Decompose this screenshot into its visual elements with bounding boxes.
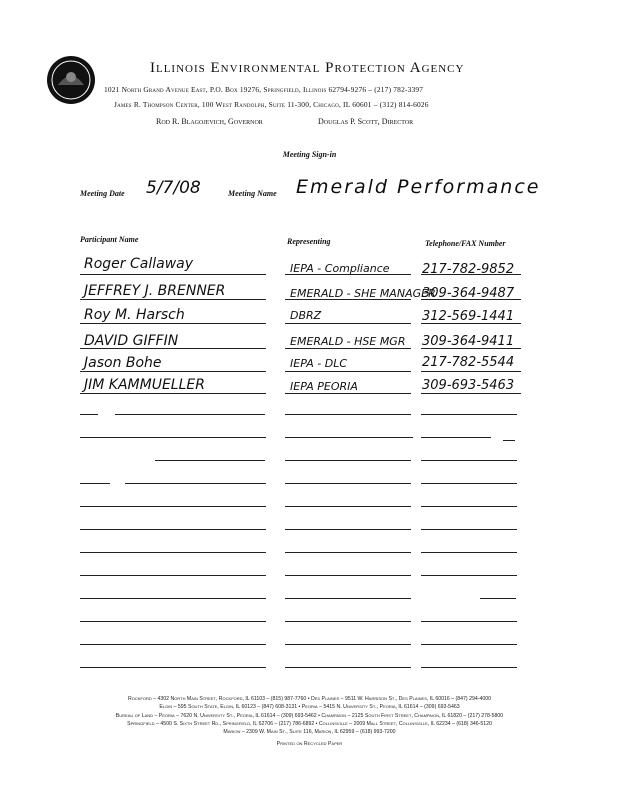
- row-line: [480, 598, 516, 599]
- row-line: [285, 621, 411, 622]
- row-line: [285, 299, 411, 300]
- row-line: [80, 348, 266, 349]
- entry-phone: 309-364-9411: [422, 334, 515, 349]
- row-line: [80, 323, 266, 324]
- row-line: [285, 506, 411, 507]
- row-line: [80, 274, 266, 275]
- entry-representing: EMERALD - SHE MANAGER: [290, 287, 436, 300]
- entry-representing: EMERALD - HSE MGR: [290, 335, 406, 348]
- row-line: [80, 371, 266, 372]
- entry-phone: 309-693-5463: [422, 378, 515, 393]
- row-line: [80, 598, 266, 599]
- row-line: [80, 437, 266, 438]
- meeting-name-label: Meeting Name: [228, 189, 277, 198]
- footer-line: Rockford – 4302 North Main Street, Rockford, IL 61103 – (815) 987-7760 • Des Plaines – 9511 W. Harrison St., Des Plaines, IL 60016 – (847) 294-4000: [127, 696, 492, 702]
- footer-line: Springfield – 4500 S. Sixth Street Rd., Springfield, IL 62706 – (217) 786-6892 • Collinsville – 2009 Mall Street, Collinsville, IL 62234 – (618) 346-5120: [127, 720, 492, 727]
- row-line: [80, 414, 98, 415]
- entry-phone: 312-569-1441: [422, 309, 515, 324]
- entry-representing: IEPA PEORIA: [290, 380, 358, 393]
- entry-phone: 217-782-9852: [422, 262, 515, 277]
- row-line: [421, 414, 517, 415]
- footer-line: Bureau of Land – Peoria – 7620 N. University St., Peoria, IL 61614 – (309) 693-5462 • Champaign – 2125 South First Street, Champaign, IL 61820 – (217) 278-5800: [115, 712, 504, 719]
- row-line: [421, 483, 517, 484]
- row-line: [115, 414, 265, 415]
- meeting-date-value: 5/7/08: [146, 178, 201, 198]
- row-line: [285, 644, 411, 645]
- entry-name: DAVID GIFFIN: [84, 333, 179, 349]
- entry-name: Roy M. Harsch: [84, 307, 185, 323]
- row-line: [421, 575, 517, 576]
- entry-representing: IEPA - DLC: [290, 357, 348, 370]
- recycled-paper-note: Printed on Recycled Paper: [276, 741, 343, 748]
- row-line: [80, 529, 266, 530]
- row-line: [80, 552, 266, 553]
- row-line: [285, 460, 411, 461]
- row-line: [285, 323, 411, 324]
- row-line: [421, 529, 517, 530]
- row-line: [80, 575, 266, 576]
- entry-representing: IEPA - Compliance: [290, 262, 390, 275]
- entry-phone: 309-364-9487: [422, 286, 515, 301]
- row-line: [421, 644, 517, 645]
- row-line: [285, 598, 411, 599]
- row-line: [285, 437, 413, 438]
- row-line: [421, 460, 517, 461]
- row-line: [80, 621, 266, 622]
- row-line: [503, 440, 515, 441]
- row-line: [80, 299, 266, 300]
- entry-name: Roger Callaway: [84, 256, 194, 272]
- row-line: [421, 552, 517, 553]
- row-line: [285, 575, 411, 576]
- entry-name: JEFFREY J. BRENNER: [84, 283, 226, 299]
- row-line: [285, 414, 411, 415]
- row-line: [285, 348, 411, 349]
- row-line: [80, 393, 266, 394]
- row-line: [155, 460, 265, 461]
- row-line: [421, 393, 521, 394]
- footer-offices: [0, 695, 619, 749]
- row-line: [285, 274, 411, 275]
- entry-name: JIM KAMMUELLER: [84, 377, 205, 393]
- row-line: [285, 529, 411, 530]
- row-line: [80, 506, 266, 507]
- director-name: Douglas P. Scott, Director: [318, 117, 414, 126]
- row-line: [285, 371, 411, 372]
- row-line: [285, 667, 411, 668]
- row-line: [80, 667, 266, 668]
- row-line: [421, 371, 521, 372]
- row-line: [80, 644, 266, 645]
- row-line: [421, 299, 521, 300]
- agency-seal-logo: [46, 55, 96, 105]
- row-line: [421, 348, 521, 349]
- footer-line: Marion – 2309 W. Main St., Suite 116, Marion, IL 62959 – (618) 993-7200: [223, 729, 396, 736]
- address-chicago: James R. Thompson Center, 100 West Randolph, Suite 11-300, Chicago, IL 60601 – (312) 814-6026: [114, 100, 429, 109]
- row-line: [421, 621, 517, 622]
- column-participant-name: Participant Name: [80, 235, 139, 244]
- row-line: [421, 274, 521, 275]
- row-line: [421, 323, 521, 324]
- form-title: Meeting Sign-in: [282, 150, 337, 159]
- row-line: [285, 483, 411, 484]
- entry-name: Jason Bohe: [84, 355, 162, 371]
- footer-line: Elgin – 595 South State, Elgin, IL 60123 – (847) 608-3131 • Peoria – 5415 N. University St., Peoria, IL 61614 – (309) 693-5463: [159, 704, 460, 711]
- row-line: [80, 483, 110, 484]
- agency-name: Illinois Environmental Protection Agency: [150, 60, 465, 76]
- row-line: [421, 506, 517, 507]
- address-springfield: 1021 North Grand Avenue East, P.O. Box 19276, Springfield, Illinois 62794-9276 – (217) 782-3397: [104, 85, 424, 94]
- row-line: [421, 667, 517, 668]
- entry-phone: 217-782-5544: [422, 355, 515, 370]
- row-line: [285, 552, 411, 553]
- column-telephone-fax: Telephone/FAX Number: [425, 239, 506, 248]
- meeting-name-value: Emerald Performance: [296, 176, 541, 198]
- row-line: [285, 393, 411, 394]
- meeting-date-label: Meeting Date: [80, 189, 125, 198]
- row-line: [421, 437, 491, 438]
- row-line: [125, 483, 266, 484]
- governor-name: Rod R. Blagojevich, Governor: [156, 117, 263, 126]
- entry-representing: DBRZ: [290, 309, 322, 322]
- column-representing: Representing: [287, 237, 331, 246]
